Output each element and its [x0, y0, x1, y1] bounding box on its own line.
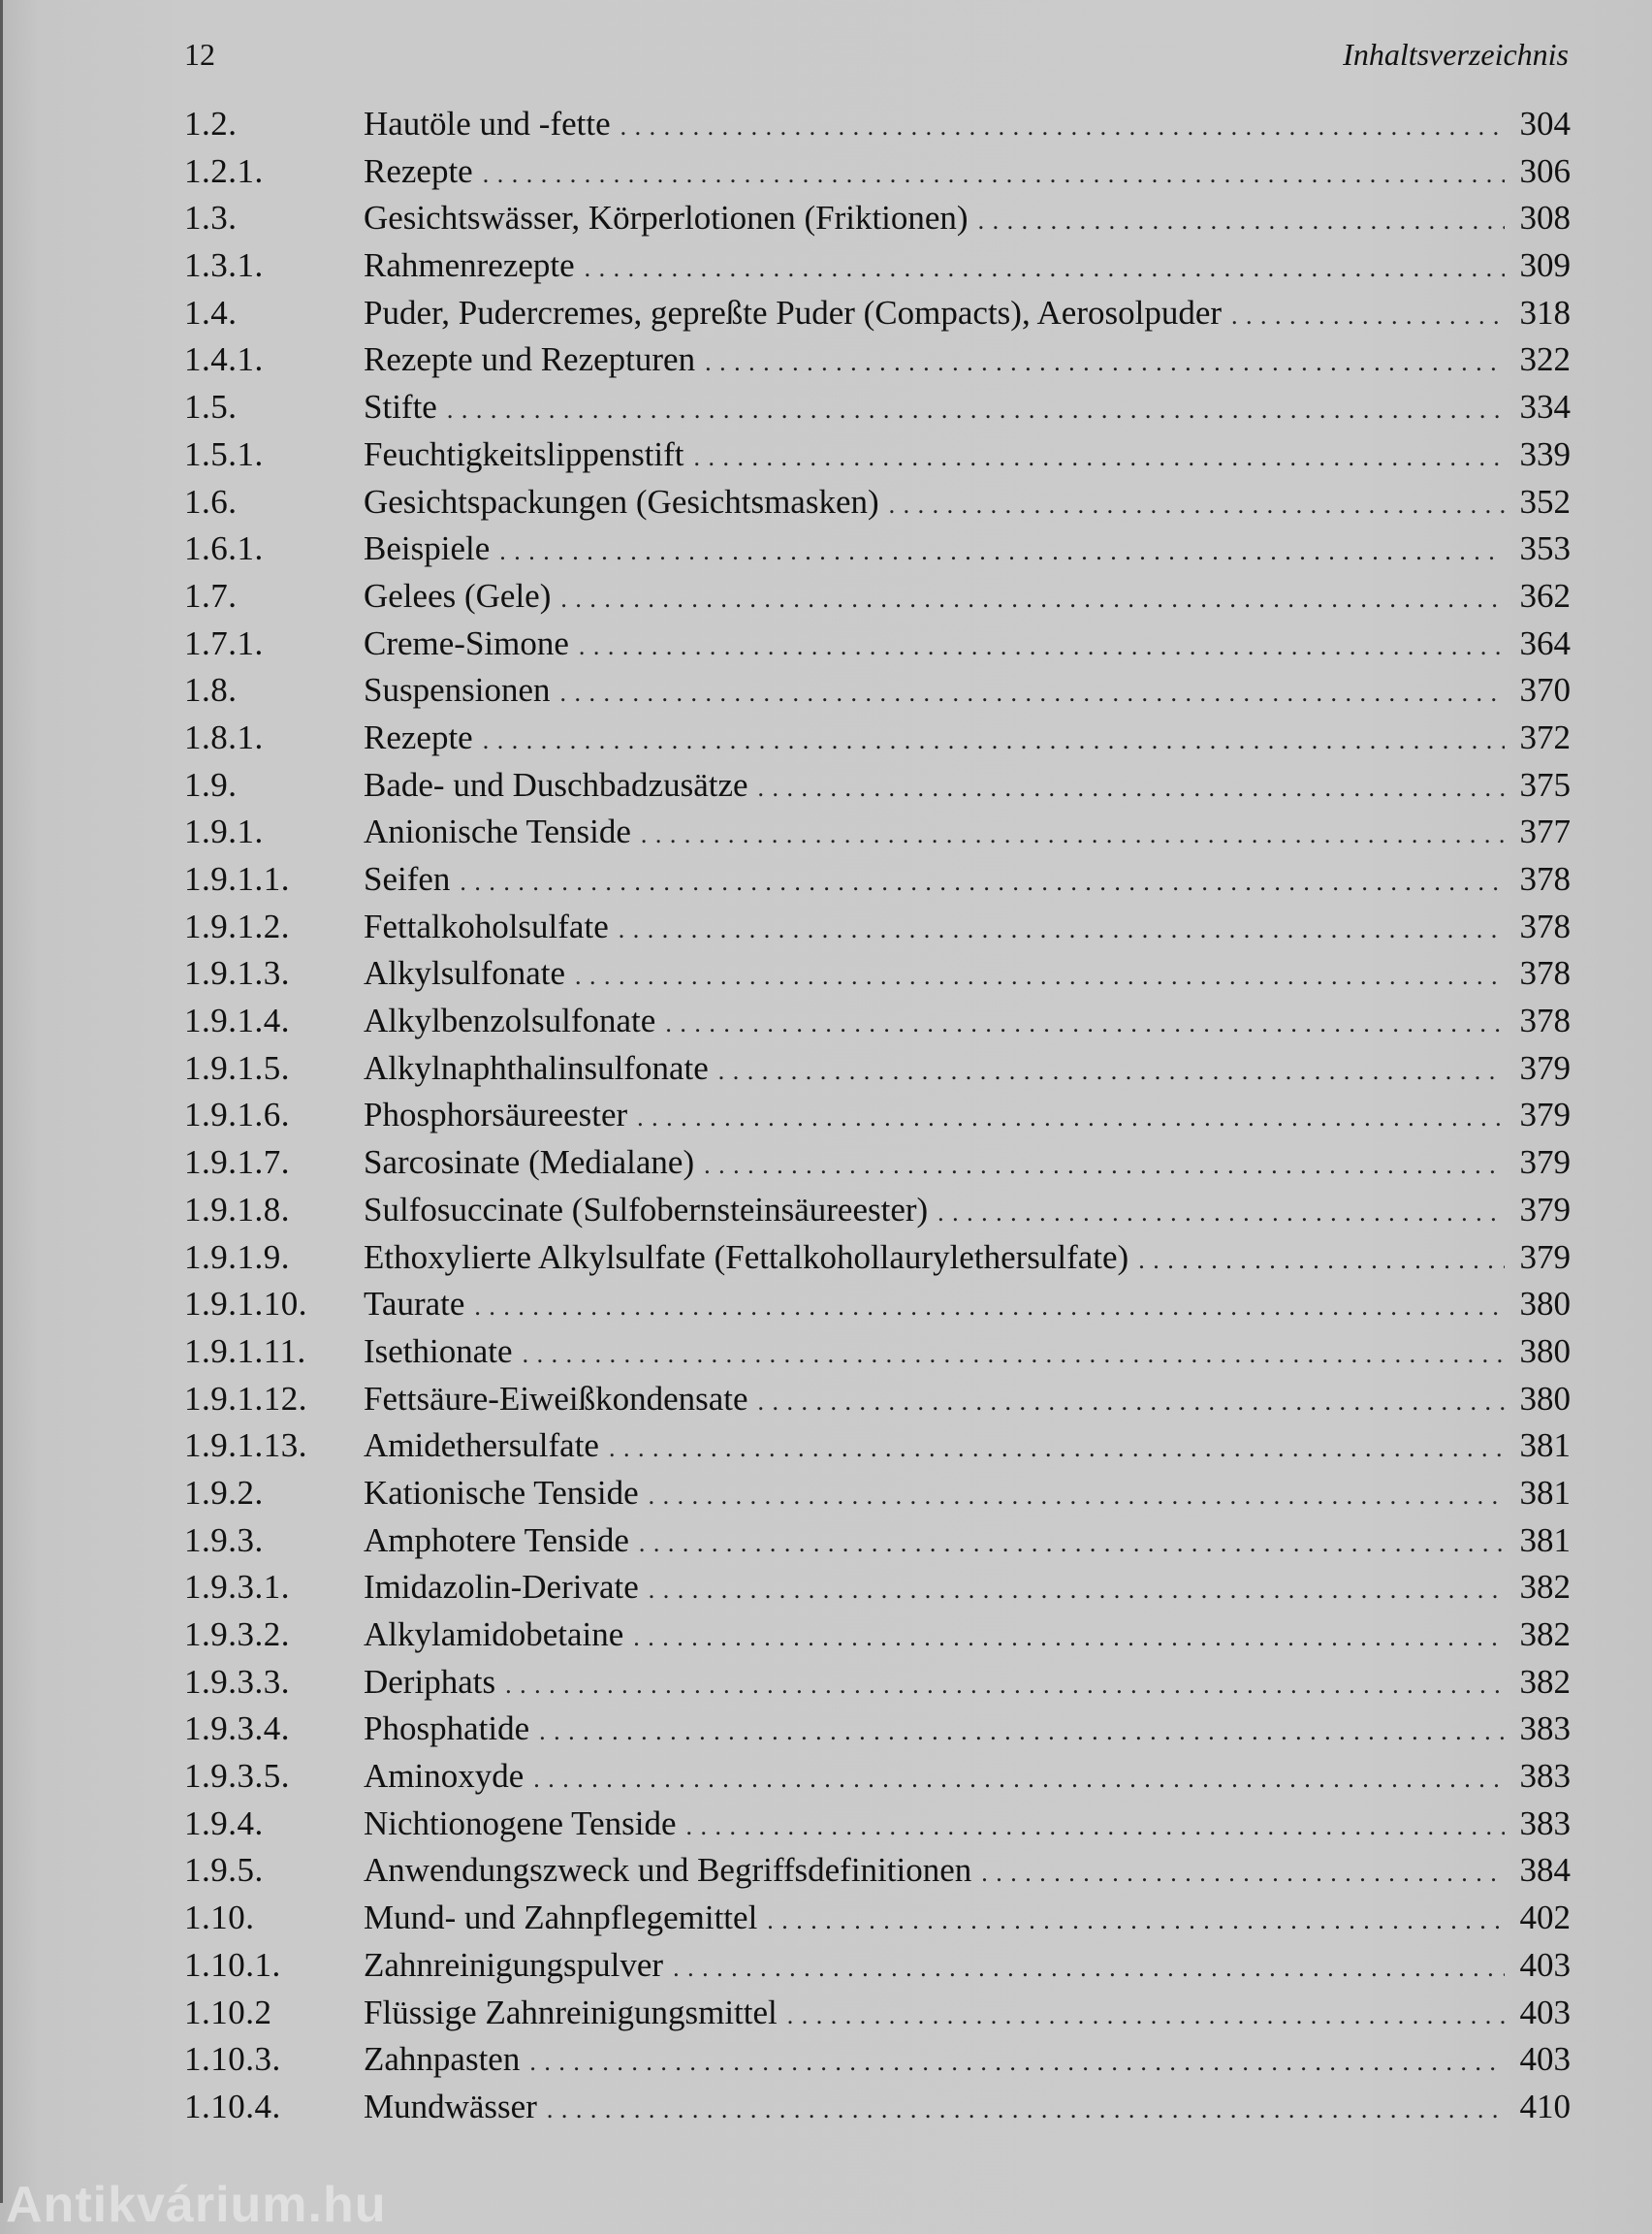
- dot-leader: [460, 859, 1505, 907]
- section-number: 1.10.1.: [184, 1945, 281, 1984]
- page-reference: 306: [1519, 151, 1571, 190]
- toc-entry: [184, 479, 1571, 527]
- section-heading: Fettalkoholsulfate: [364, 907, 609, 945]
- dot-leader: [673, 1945, 1505, 1993]
- toc-entry: [184, 621, 1571, 668]
- dot-leader: [686, 1803, 1505, 1851]
- toc-entry: [184, 715, 1571, 762]
- page-reference: 384: [1519, 1851, 1571, 1890]
- section-number: 1.9.1.7.: [184, 1143, 290, 1182]
- dot-leader: [483, 718, 1505, 765]
- section-heading: Beispiele: [364, 529, 491, 568]
- page-reference: 339: [1519, 434, 1571, 473]
- dot-leader: [639, 1520, 1505, 1568]
- section-heading: Phosphorsäureester: [364, 1096, 628, 1134]
- dot-leader: [575, 953, 1505, 1001]
- page-reference: 378: [1519, 1002, 1571, 1040]
- section-number: 1.9.1.10.: [184, 1285, 307, 1324]
- page-reference: 402: [1519, 1899, 1571, 1937]
- page-reference: 309: [1519, 246, 1571, 285]
- toc-entry: [184, 1045, 1571, 1093]
- dot-leader: [505, 1662, 1505, 1709]
- section-number: 1.10.2: [184, 1993, 272, 2031]
- section-heading: Ethoxylierte Alkylsulfate (Fettalkohollaurylethersulfate): [364, 1237, 1129, 1276]
- section-number: 1.3.1.: [184, 246, 264, 285]
- section-heading: Sarcosinate (Medialane): [364, 1143, 695, 1182]
- section-number: 1.9.: [184, 765, 238, 804]
- dot-leader: [978, 198, 1505, 245]
- section-number: 1.9.1.3.: [184, 954, 290, 993]
- page-reference: 304: [1519, 105, 1571, 143]
- section-heading: Puder, Pudercremes, gepreßte Puder (Compacts), Aerosolpuder: [364, 293, 1223, 332]
- section-heading: Sulfosuccinate (Sulfobernsteinsäureester): [364, 1190, 929, 1229]
- section-number: 1.9.3.: [184, 1520, 264, 1559]
- section-title: Inhaltsverzeichnis: [1343, 37, 1569, 72]
- page-reference: 318: [1519, 293, 1571, 332]
- section-number: 1.9.1.: [184, 813, 264, 851]
- toc-entry: [184, 1753, 1571, 1801]
- toc-entry: [184, 336, 1571, 384]
- toc-entry: [184, 1470, 1571, 1517]
- dot-leader: [483, 151, 1505, 199]
- toc-entry: [184, 1895, 1571, 1942]
- section-heading: Gelees (Gele): [364, 576, 552, 615]
- page-reference: 379: [1519, 1190, 1571, 1229]
- section-heading: Alkylnaphthalinsulfonate: [364, 1048, 709, 1087]
- page-reference: 379: [1519, 1143, 1571, 1182]
- section-heading: Creme-Simone: [364, 623, 569, 662]
- page-reference: 380: [1519, 1379, 1571, 1418]
- section-number: 1.10.3.: [184, 2040, 281, 2079]
- dot-leader: [633, 1614, 1505, 1662]
- dot-leader: [889, 482, 1505, 529]
- toc-entry: [184, 1092, 1571, 1139]
- section-heading: Isethionate: [364, 1331, 513, 1370]
- dot-leader: [787, 1993, 1505, 2040]
- section-number: 1.7.1.: [184, 623, 264, 662]
- dot-leader: [620, 104, 1505, 151]
- toc-entry: [184, 2084, 1571, 2131]
- page-reference: 364: [1519, 623, 1571, 662]
- toc-entry: [184, 2036, 1571, 2084]
- toc-entry: [184, 1422, 1571, 1470]
- section-heading: Stifte: [364, 388, 437, 427]
- section-number: 1.10.: [184, 1899, 255, 1937]
- page-reference: 381: [1519, 1426, 1571, 1465]
- dot-leader: [705, 339, 1505, 387]
- dot-leader: [758, 1379, 1505, 1426]
- section-number: 1.9.1.8.: [184, 1190, 290, 1229]
- section-number: 1.5.: [184, 388, 238, 427]
- toc-entry: [184, 904, 1571, 951]
- dot-leader: [619, 907, 1505, 954]
- page-reference: 378: [1519, 907, 1571, 945]
- section-number: 1.8.1.: [184, 718, 264, 756]
- page-reference: 378: [1519, 860, 1571, 898]
- section-number: 1.9.3.3.: [184, 1662, 290, 1701]
- toc-entry: [184, 1234, 1571, 1282]
- toc-entry: [184, 1801, 1571, 1848]
- toc-entry: [184, 384, 1571, 431]
- toc-entry: [184, 573, 1571, 621]
- dot-leader: [529, 2039, 1505, 2087]
- section-number: 1.3.: [184, 199, 238, 238]
- section-number: 1.9.3.1.: [184, 1568, 290, 1607]
- toc-entry: [184, 1187, 1571, 1234]
- section-number: 1.2.1.: [184, 151, 264, 190]
- page-reference: 370: [1519, 671, 1571, 710]
- toc-entry: [184, 195, 1571, 242]
- section-number: 1.9.3.4.: [184, 1709, 290, 1748]
- section-heading: Deriphats: [364, 1662, 496, 1701]
- page-reference: 382: [1519, 1615, 1571, 1653]
- page-reference: 377: [1519, 813, 1571, 851]
- page-reference: 381: [1519, 1520, 1571, 1559]
- dot-leader: [1138, 1237, 1505, 1285]
- dot-leader: [649, 1567, 1505, 1614]
- page-reference: 322: [1519, 340, 1571, 379]
- section-number: 1.9.1.5.: [184, 1048, 290, 1087]
- dot-leader: [937, 1190, 1505, 1237]
- section-number: 1.9.1.4.: [184, 1002, 290, 1040]
- section-heading: Amphotere Tenside: [364, 1520, 629, 1559]
- toc-entry: [184, 1990, 1571, 2037]
- dot-leader: [560, 576, 1505, 623]
- section-number: 1.9.3.2.: [184, 1615, 290, 1653]
- section-number: 1.9.1.9.: [184, 1237, 290, 1276]
- dot-leader: [499, 528, 1505, 576]
- toc-entry: [184, 1706, 1571, 1753]
- section-heading: Gesichtswässer, Körperlotionen (Friktionen): [364, 199, 969, 238]
- dot-leader: [474, 1284, 1505, 1331]
- page-reference: 353: [1519, 529, 1571, 568]
- dot-leader: [609, 1425, 1505, 1473]
- section-number: 1.4.: [184, 293, 238, 332]
- page-reference: 382: [1519, 1662, 1571, 1701]
- dot-leader: [665, 1001, 1505, 1048]
- toc-entry: [184, 431, 1571, 479]
- page-reference: 352: [1519, 482, 1571, 521]
- running-head: [184, 37, 1569, 76]
- page-reference: 403: [1519, 2040, 1571, 2079]
- section-heading: Flüssige Zahnreinigungsmittel: [364, 1993, 778, 2031]
- section-heading: Gesichtspackungen (Gesichtsmasken): [364, 482, 879, 521]
- page-reference: 372: [1519, 718, 1571, 756]
- page-reference: 378: [1519, 954, 1571, 993]
- toc-entry: [184, 856, 1571, 904]
- page-reference: 383: [1519, 1757, 1571, 1796]
- section-heading: Feuchtigkeitslippenstift: [364, 434, 684, 473]
- section-number: 1.4.1.: [184, 340, 264, 379]
- section-heading: Hautöle und -fette: [364, 105, 611, 143]
- dot-leader: [641, 812, 1505, 859]
- section-heading: Taurate: [364, 1285, 465, 1324]
- section-heading: Phosphatide: [364, 1709, 530, 1748]
- dot-leader: [579, 623, 1505, 671]
- dot-leader: [704, 1142, 1505, 1190]
- section-heading: Rahmenrezepte: [364, 246, 575, 285]
- dot-leader: [539, 1708, 1505, 1756]
- page-reference: 403: [1519, 1993, 1571, 2031]
- section-number: 1.9.1.12.: [184, 1379, 307, 1418]
- toc-entry: [184, 1517, 1571, 1565]
- watermark: Antikvárium.hu: [6, 2177, 387, 2233]
- toc-entry: [184, 148, 1571, 196]
- toc-entry: [184, 1564, 1571, 1612]
- section-heading: Fettsäure-Eiweißkondensate: [364, 1379, 748, 1418]
- section-heading: Kationische Tenside: [364, 1473, 639, 1512]
- section-number: 1.9.1.1.: [184, 860, 290, 898]
- section-heading: Anionische Tenside: [364, 813, 631, 851]
- page-reference: 383: [1519, 1803, 1571, 1842]
- page-reference: 403: [1519, 1945, 1571, 1984]
- section-heading: Alkylbenzolsulfonate: [364, 1002, 656, 1040]
- section-heading: Mundwässer: [364, 2087, 537, 2125]
- toc-entry: [184, 998, 1571, 1045]
- section-number: 1.9.3.5.: [184, 1757, 290, 1796]
- page-reference: 334: [1519, 388, 1571, 427]
- section-number: 1.5.1.: [184, 434, 264, 473]
- toc-entry: [184, 1139, 1571, 1187]
- page-reference: 362: [1519, 576, 1571, 615]
- section-number: 1.6.1.: [184, 529, 264, 568]
- page-reference: 379: [1519, 1096, 1571, 1134]
- page-reference: 380: [1519, 1331, 1571, 1370]
- table-of-contents: [184, 101, 1571, 2131]
- section-number: 1.8.: [184, 671, 238, 710]
- toc-entry: [184, 1376, 1571, 1423]
- section-heading: Zahnreinigungspulver: [364, 1945, 664, 1984]
- section-heading: Mund- und Zahnpflegemittel: [364, 1899, 758, 1937]
- toc-entry: [184, 809, 1571, 856]
- dot-leader: [694, 434, 1505, 482]
- page-reference: 308: [1519, 199, 1571, 238]
- dot-leader: [767, 1898, 1505, 1945]
- dot-leader: [523, 1331, 1505, 1379]
- toc-entry: [184, 950, 1571, 998]
- toc-entry: [184, 1659, 1571, 1707]
- page-reference: 382: [1519, 1568, 1571, 1607]
- toc-entry: [184, 1942, 1571, 1990]
- page-reference: 381: [1519, 1473, 1571, 1512]
- section-heading: Amidethersulfate: [364, 1426, 599, 1465]
- toc-entry: [184, 1847, 1571, 1895]
- toc-entry: [184, 526, 1571, 573]
- page-reference: 383: [1519, 1709, 1571, 1748]
- section-heading: Rezepte und Rezepturen: [364, 340, 696, 379]
- dot-leader: [637, 1095, 1505, 1142]
- section-number: 1.9.4.: [184, 1803, 264, 1842]
- toc-entry: [184, 1281, 1571, 1328]
- section-heading: Rezepte: [364, 151, 473, 190]
- page-edge-shadow: [0, 0, 3, 2203]
- section-number: 1.9.1.2.: [184, 907, 290, 945]
- section-heading: Anwendungszweck und Begriffsdefinitionen: [364, 1851, 972, 1890]
- toc-entry: [184, 762, 1571, 810]
- toc-entry: [184, 667, 1571, 715]
- page-reference: 379: [1519, 1048, 1571, 1087]
- page-number: 12: [184, 37, 215, 72]
- section-number: 1.9.1.11.: [184, 1331, 306, 1370]
- toc-entry: [184, 1612, 1571, 1659]
- dot-leader: [585, 245, 1505, 293]
- page-reference: 379: [1519, 1237, 1571, 1276]
- section-heading: Bade- und Duschbadzusätze: [364, 765, 748, 804]
- section-number: 1.9.5.: [184, 1851, 264, 1890]
- section-number: 1.9.1.6.: [184, 1096, 290, 1134]
- section-heading: Seifen: [364, 860, 451, 898]
- dot-leader: [718, 1048, 1505, 1096]
- dot-leader: [560, 670, 1506, 718]
- section-number: 1.9.2.: [184, 1473, 264, 1512]
- dot-leader: [649, 1473, 1505, 1520]
- section-number: 1.9.1.13.: [184, 1426, 307, 1465]
- section-number: 1.6.: [184, 482, 238, 521]
- section-heading: Suspensionen: [364, 671, 551, 710]
- section-heading: Aminoxyde: [364, 1757, 524, 1796]
- page-reference: 380: [1519, 1285, 1571, 1324]
- dot-leader: [758, 765, 1505, 813]
- toc-entry: [184, 101, 1571, 148]
- dot-leader: [547, 2087, 1505, 2134]
- dot-leader: [981, 1850, 1505, 1898]
- dot-leader: [1231, 293, 1505, 340]
- section-heading: Rezepte: [364, 718, 473, 756]
- dot-leader: [447, 387, 1505, 434]
- section-heading: Alkylamidobetaine: [364, 1615, 624, 1653]
- toc-entry: [184, 1328, 1571, 1376]
- page-reference: 410: [1519, 2087, 1571, 2125]
- section-number: 1.10.4.: [184, 2087, 281, 2125]
- section-number: 1.7.: [184, 576, 238, 615]
- section-heading: Imidazolin-Derivate: [364, 1568, 639, 1607]
- toc-entry: [184, 290, 1571, 337]
- section-number: 1.2.: [184, 105, 238, 143]
- page-reference: 375: [1519, 765, 1571, 804]
- toc-entry: [184, 242, 1571, 290]
- section-heading: Nichtionogene Tenside: [364, 1803, 677, 1842]
- section-heading: Alkylsulfonate: [364, 954, 566, 993]
- dot-leader: [533, 1756, 1505, 1803]
- section-heading: Zahnpasten: [364, 2040, 521, 2079]
